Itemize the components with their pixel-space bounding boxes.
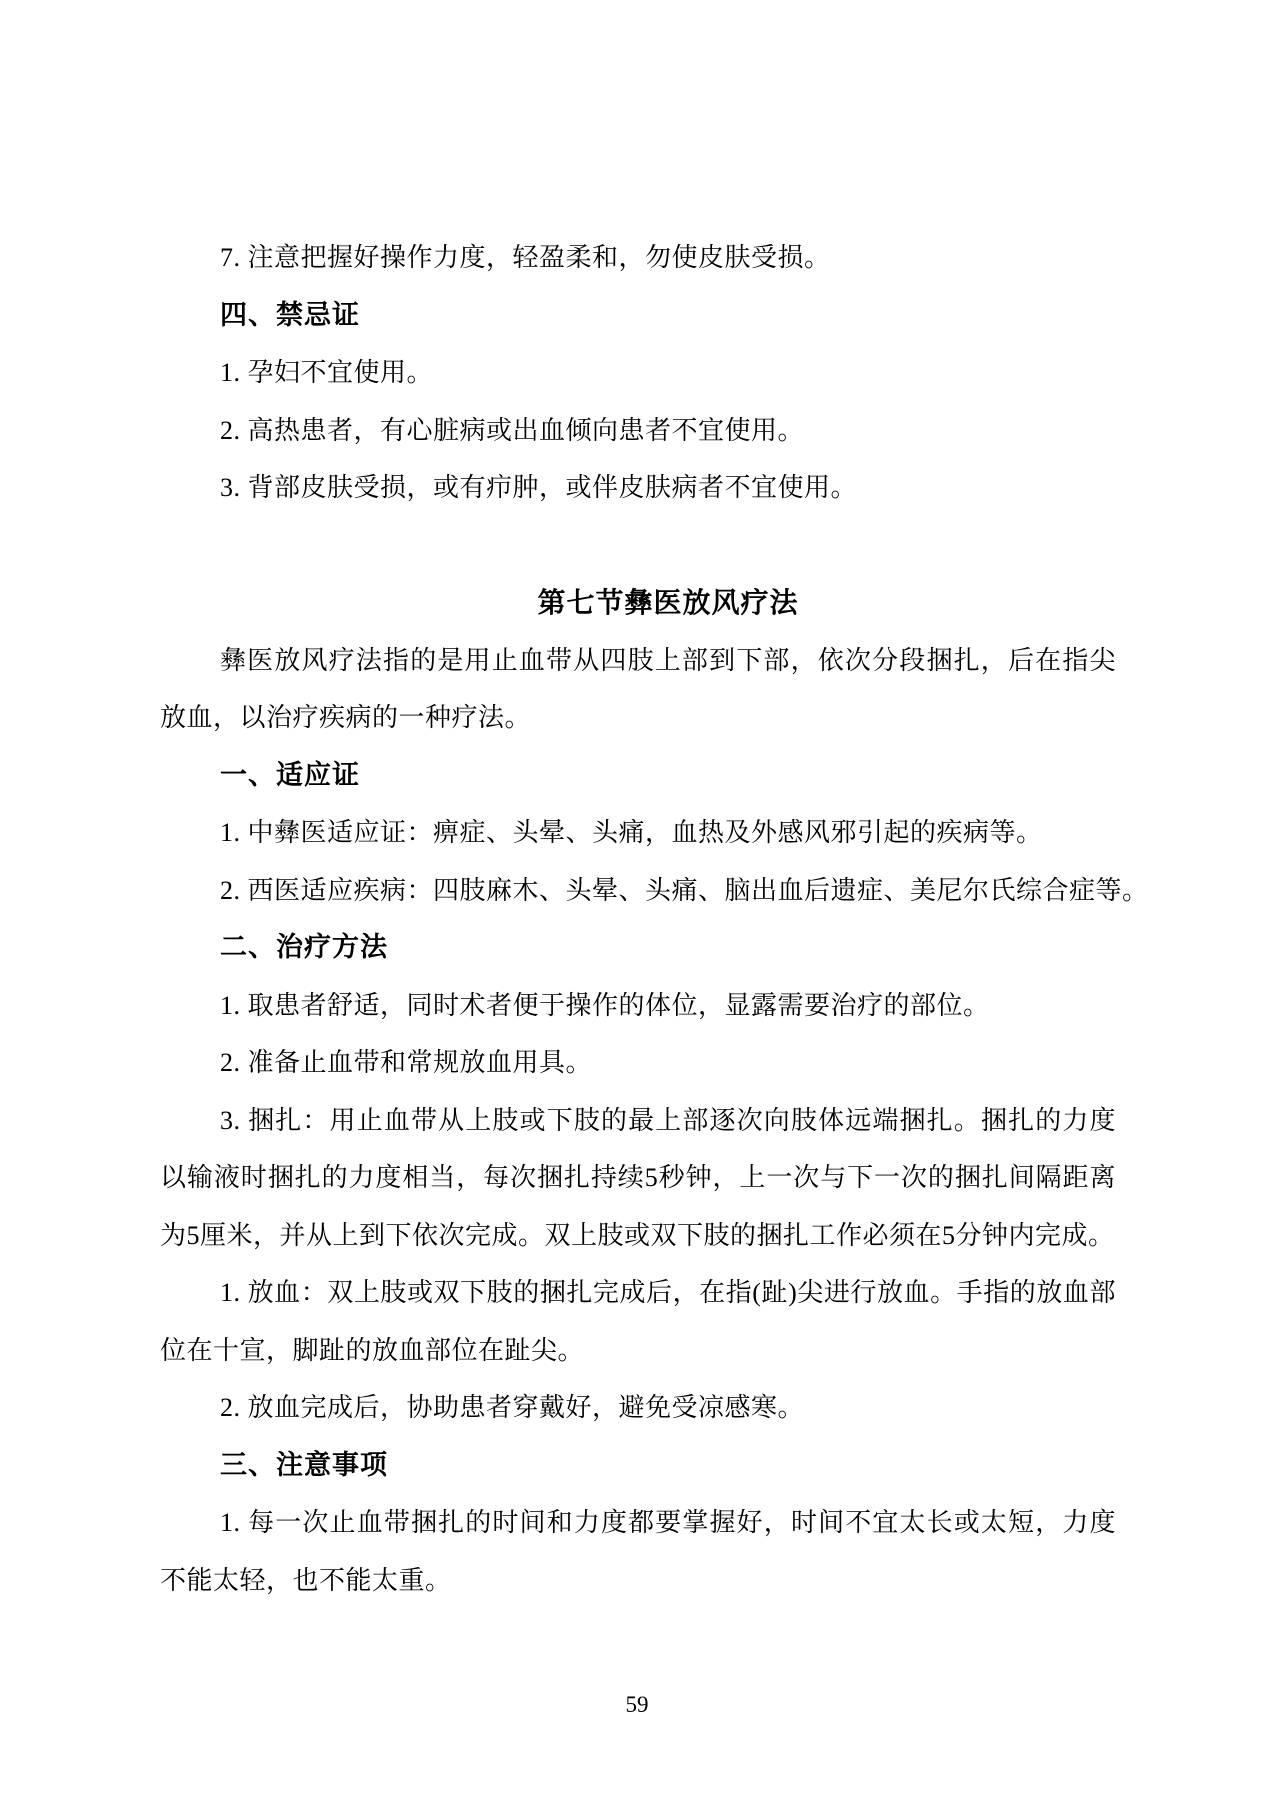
paragraph: 2. 放血完成后，协助患者穿戴好，避免受凉感寒。 [220,1393,805,1422]
subsection-heading-treatment-method: 二、治疗方法 [220,932,388,962]
paragraph: 7. 注意把握好操作力度，轻盈柔和，勿使皮肤受损。 [220,243,831,272]
paragraph: 2. 高热患者，有心脏病或出血倾向患者不宜使用。 [220,415,805,445]
paragraph: 1. 每一次止血带捆扎的时间和力度都要掌握好，时间不宜太长或太短，力度不能太轻，也不能太重。 [160,1508,1116,1595]
paragraph-intro: 彝医放风疗法指的是用止血带从四肢上部到下部，依次分段捆扎，后在指尖放血，以治疗疾病的一种疗法。 [160,645,1116,732]
paragraph: 3. 背部皮肤受损，或有疖肿，或伴皮肤病者不宜使用。 [220,473,858,502]
section-title: 第七节彝医放风疗法 [537,587,799,618]
subsection-heading-contraindications: 四、禁忌证 [220,299,360,330]
page-number: 59 [625,1692,649,1717]
paragraph: 2. 准备止血带和常规放血用具。 [220,1048,593,1077]
paragraph: 1. 取患者舒适，同时术者便于操作的体位，显露需要治疗的部位。 [220,990,990,1020]
subsection-heading-precautions: 三、注意事项 [220,1449,388,1480]
paragraph: 3. 捆扎：用止血带从上肢或下肢的最上部逐次向肢体远端捆扎。捆扎的力度以输液时捆扎的力度相当，每次捆扎持续5秒钟，上一次与下一次的捆扎间隔距离为5厘米，并从上到下依次完成。双上肢或双下肢的捆扎工作必须在5分钟内完成。 [160,1105,1116,1250]
paragraph: 2. 西医适应疾病：四肢麻木、头晕、头痛、脑出血后遗症、美尼尔氏综合症等。 [220,875,1149,905]
paragraph: 1. 中彝医适应证：痹症、头晕、头痛，血热及外感风邪引起的疾病等。 [220,818,1043,847]
subsection-heading-indications: 一、适应证 [220,759,360,790]
paragraph: 1. 孕妇不宜使用。 [220,358,434,387]
paragraph: 1. 放血：双上肢或双下肢的捆扎完成后，在指(趾)尖进行放血。手指的放血部位在十宣，脚趾的放血部位在趾尖。 [160,1278,1116,1365]
